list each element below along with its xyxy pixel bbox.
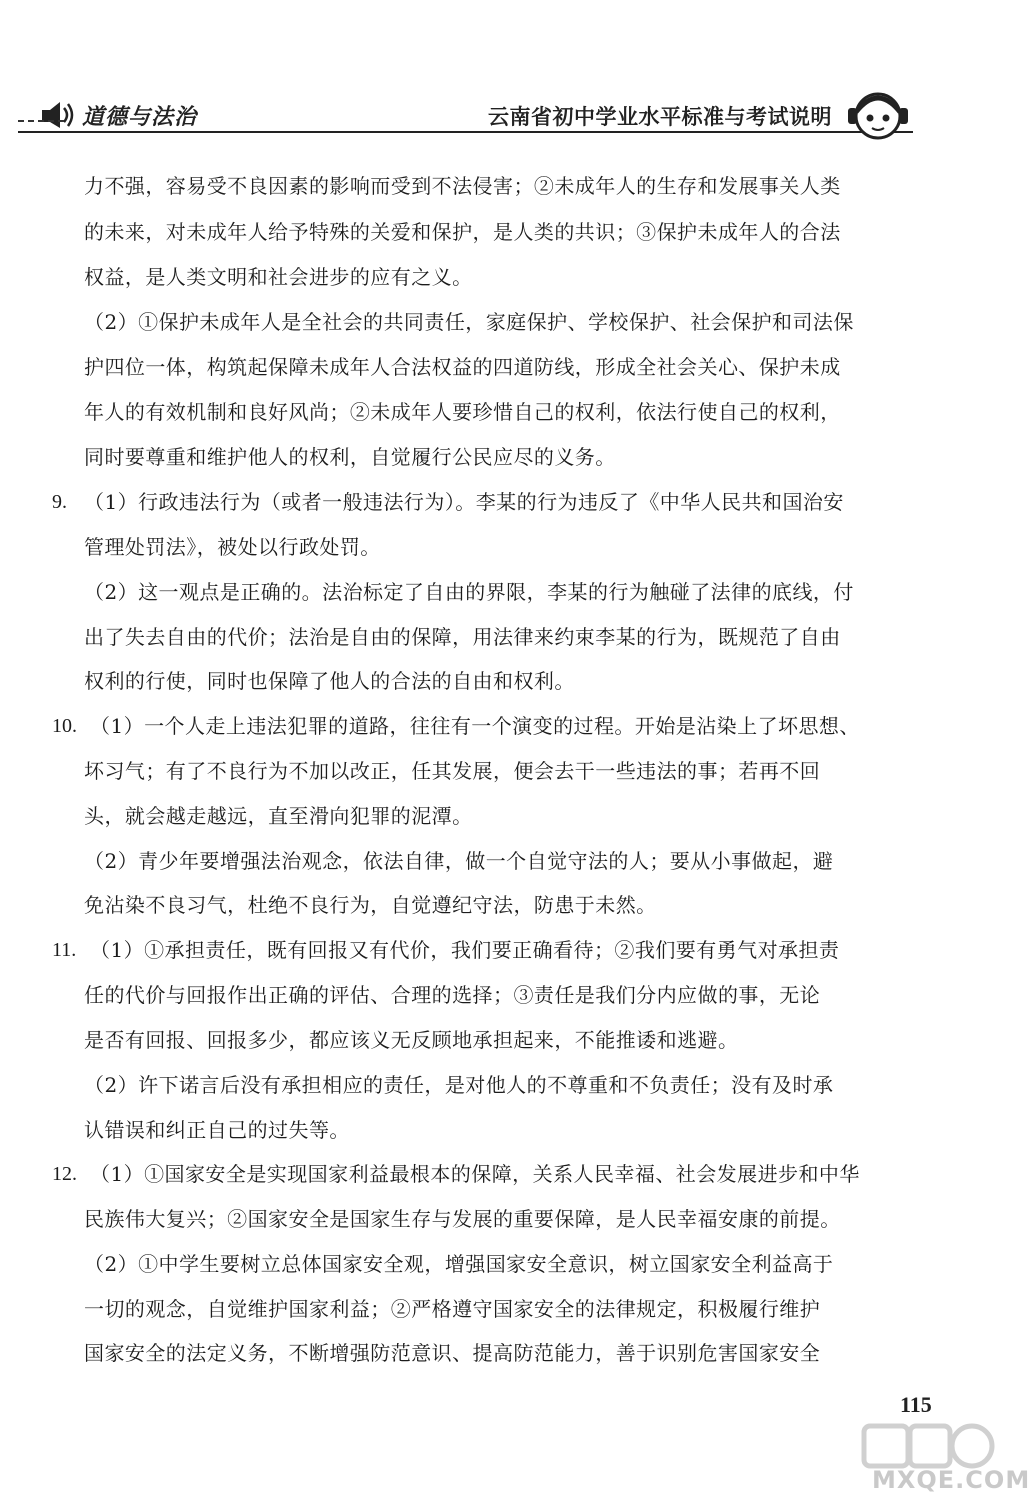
text-line: 民族伟大复兴；②国家安全是国家生存与发展的重要保障，是人民幸福安康的前提。	[84, 1207, 841, 1231]
text-line: 的未来，对未成年人给予特殊的关爱和保护，是人类的共识；③保护未成年人的合法	[84, 220, 841, 244]
question-number: 12.	[52, 1163, 77, 1185]
text-line: 是否有回报、回报多少，都应该义无反顾地承担起来，不能推诿和逃避。	[84, 1028, 739, 1052]
text-line: 认错误和纠正自己的过失等。	[84, 1118, 350, 1142]
text-line: 力不强，容易受不良因素的影响而受到不法侵害；②未成年人的生存和发展事关人类	[84, 174, 841, 198]
text-line: 免沾染不良习气，杜绝不良行为，自觉遵纪守法，防患于未然。	[84, 893, 657, 917]
text-line: 任的代价与回报作出正确的评估、合理的选择；③责任是我们分内应做的事，无论	[84, 983, 821, 1007]
text-line: 护四位一体，构筑起保障未成年人合法权益的四道防线，形成全社会关心、保护未成	[84, 355, 841, 379]
page-header	[0, 0, 1000, 140]
question-number: 10.	[52, 715, 77, 737]
text-line: （2）青少年要增强法治观念，依法自律，做一个自觉守法的人；要从小事做起，避	[84, 849, 834, 873]
text-line: 年人的有效机制和良好风尚；②未成年人要珍惜自己的权利，依法行使自己的权利，	[84, 400, 841, 424]
text-line: （2）许下诺言后没有承担相应的责任，是对他人的不尊重和不负责任；没有及时承	[84, 1073, 834, 1097]
text-line: 权益，是人类文明和社会进步的应有之义。	[84, 265, 473, 289]
text-line: 管理处罚法》，被处以行政处罚。	[84, 535, 381, 559]
text-line: 同时要尊重和维护他人的权利，自觉履行公民应尽的义务。	[84, 445, 616, 469]
page-number: 115	[900, 1392, 932, 1417]
text-line: 头，就会越走越远，直至滑向犯罪的泥潭。	[84, 804, 473, 828]
header-rule	[18, 131, 913, 133]
subject-title: 道德与法治	[82, 105, 198, 130]
question-number: 11.	[52, 939, 77, 961]
text-line: （2）①中学生要树立总体国家安全观，增强国家安全意识，树立国家安全利益高于	[84, 1252, 834, 1276]
text-line: （1）行政违法行为（或者一般违法行为）。李某的行为违反了《中华人民共和国治安	[84, 490, 844, 514]
book-title: 云南省初中学业水平标准与考试说明	[488, 105, 832, 129]
text-line: （1）①承担责任，既有回报又有代价，我们要正确看待；②我们要有勇气对承担责	[90, 938, 840, 962]
speaker-icon	[40, 100, 76, 130]
text-line: 出了失去自由的代价；法治是自由的保障，用法律来约束李某的行为，既规范了自由	[84, 625, 841, 649]
text-line: 坏习气；有了不良行为不加以改正，任其发展，便会去干一些违法的事；若再不回	[84, 759, 821, 783]
mascot-icon	[838, 86, 916, 142]
text-line: 国家安全的法定义务，不断增强防范意识、提高防范能力，善于识别危害国家安全	[84, 1341, 821, 1365]
text-line: （1）一个人走上违法犯罪的道路，往往有一个演变的过程。开始是沾染上了坏思想、	[90, 714, 860, 738]
text-line: 一切的观念，自觉维护国家利益；②严格遵守国家安全的法律规定，积极履行维护	[84, 1297, 821, 1321]
text-line: 权利的行使，同时也保障了他人的合法的自由和权利。	[84, 669, 575, 693]
text-line: （2）这一观点是正确的。法治标定了自由的界限，李某的行为触碰了法律的底线，付	[84, 580, 854, 604]
text-line: （1）①国家安全是实现国家利益最根本的保障，关系人民幸福、社会发展进步和中华	[90, 1162, 860, 1186]
question-number: 9.	[52, 491, 67, 513]
watermark-text: MXQE.COM	[872, 1466, 1030, 1494]
text-line: （2）①保护未成年人是全社会的共同责任，家庭保护、学校保护、社会保护和司法保	[84, 310, 854, 334]
header-dash	[18, 120, 64, 122]
